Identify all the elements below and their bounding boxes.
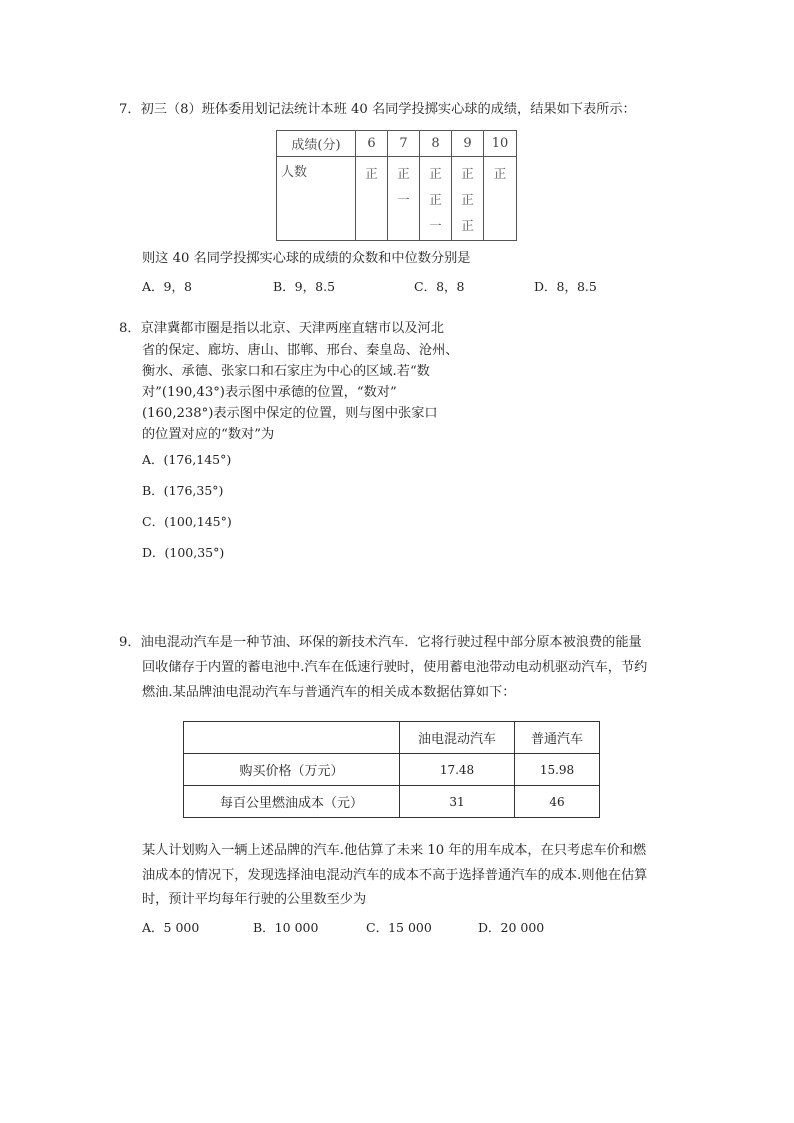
q9-after-line: 某人计划购入一辆上述品牌的汽车.他估算了未来 10 年的用车成本，在只考虑车价和燃	[142, 843, 647, 858]
q9-line: 燃油.某品牌油电混动汽车与普通汽车的相关成本数据估算如下：	[142, 685, 516, 700]
table-cell: 购买价格（万元）	[184, 754, 400, 786]
tally-mark: 正	[429, 166, 442, 181]
table-cell: 9	[452, 131, 484, 157]
q9-after-line: 时，预计平均每年行驶的公里数至少为	[142, 892, 367, 907]
table-cell: 6	[356, 131, 388, 157]
q7-stem: 7．初三（8）班体委用划记法统计本班 40 名同学投掷实心球的成绩，结果如下表所示：	[119, 102, 636, 117]
table-cell	[356, 157, 388, 241]
table-cell	[452, 157, 484, 241]
table-cell: 8	[420, 131, 452, 157]
table-row	[184, 786, 600, 818]
table-row	[277, 157, 517, 241]
tally-mark: 正	[461, 218, 474, 233]
tally-mark: 一	[397, 192, 410, 207]
table-cell: 人数	[277, 157, 356, 241]
q8-option-b: B．(176,35°)	[142, 483, 224, 498]
table-row	[277, 131, 517, 157]
table-cell: 17.48	[400, 754, 515, 786]
q8-line: 省的保定、廊坊、唐山、邯郸、邢台、秦皇岛、沧州、	[142, 343, 459, 358]
table-cell	[388, 157, 420, 241]
q8-line: (160,238°)表示图中保定的位置，则与图中张家口	[142, 406, 438, 421]
q8-option-d: D．(100,35°)	[142, 545, 225, 560]
q7-option-c: C．8，8	[414, 279, 465, 294]
table-cell: 成绩(分)	[277, 131, 356, 157]
table-header-cell	[184, 722, 400, 754]
table-cell: 7	[388, 131, 420, 157]
table-row	[184, 722, 600, 754]
table-cell: 46	[515, 786, 600, 818]
table-cell: 31	[400, 786, 515, 818]
table-header-cell: 油电混动汽车	[400, 722, 515, 754]
q8-line: 对”(190,43°)表示图中承德的位置，“数对”	[142, 385, 397, 400]
tally-mark: 正	[397, 166, 410, 181]
q8-line: 8．京津冀都市圈是指以北京、天津两座直辖市以及河北	[119, 321, 444, 336]
q9-line: 9．油电混动汽车是一种节油、环保的新技术汽车．它将行驶过程中部分原本被浪费的能量	[119, 635, 642, 650]
q8-line: 衡水、承德、张家口和石家庄为中心的区域.若“数	[142, 364, 430, 379]
tally-mark: 一	[429, 218, 442, 233]
table-cell: 每百公里燃油成本（元）	[184, 786, 400, 818]
q9-option-b: B．10 000	[253, 920, 319, 935]
tally-mark: 正	[429, 192, 442, 207]
tally-mark: 正	[493, 166, 507, 181]
table-cell	[484, 157, 517, 241]
q9-after-line: 油成本的情况下，发现选择油电混动汽车的成本不高于选择普通汽车的成本.则他在估算	[142, 868, 648, 883]
q8-line: 的位置对应的“数对”为	[142, 427, 275, 442]
table-cell	[420, 157, 452, 241]
tally-mark: 正	[365, 166, 378, 181]
q7-question: 则这 40 名同学投掷实心球的成绩的众数和中位数分别是	[142, 251, 471, 266]
q7-tally-table	[276, 130, 517, 241]
q9-option-c: C．15 000	[366, 920, 432, 935]
q7-option-a: A．9，8	[142, 279, 192, 294]
tally-mark: 正	[461, 192, 474, 207]
q7-option-d: D．8，8.5	[534, 279, 597, 294]
q7-option-b: B．9，8.5	[273, 279, 336, 294]
q9-option-d: D．20 000	[478, 920, 545, 935]
table-cell: 10	[484, 131, 517, 157]
table-cell: 15.98	[515, 754, 600, 786]
q9-line: 回收储存于内置的蓄电池中.汽车在低速行驶时，使用蓄电池带动电动机驱动汽车，节约	[142, 660, 648, 675]
q9-option-a: A．5 000	[142, 920, 200, 935]
tally-mark: 正	[461, 166, 474, 181]
q9-cost-table	[183, 721, 600, 818]
q8-option-c: C．(100,145°)	[142, 514, 232, 529]
q8-option-a: A．(176,145°)	[142, 452, 232, 467]
table-header-cell: 普通汽车	[515, 722, 600, 754]
table-row	[184, 754, 600, 786]
